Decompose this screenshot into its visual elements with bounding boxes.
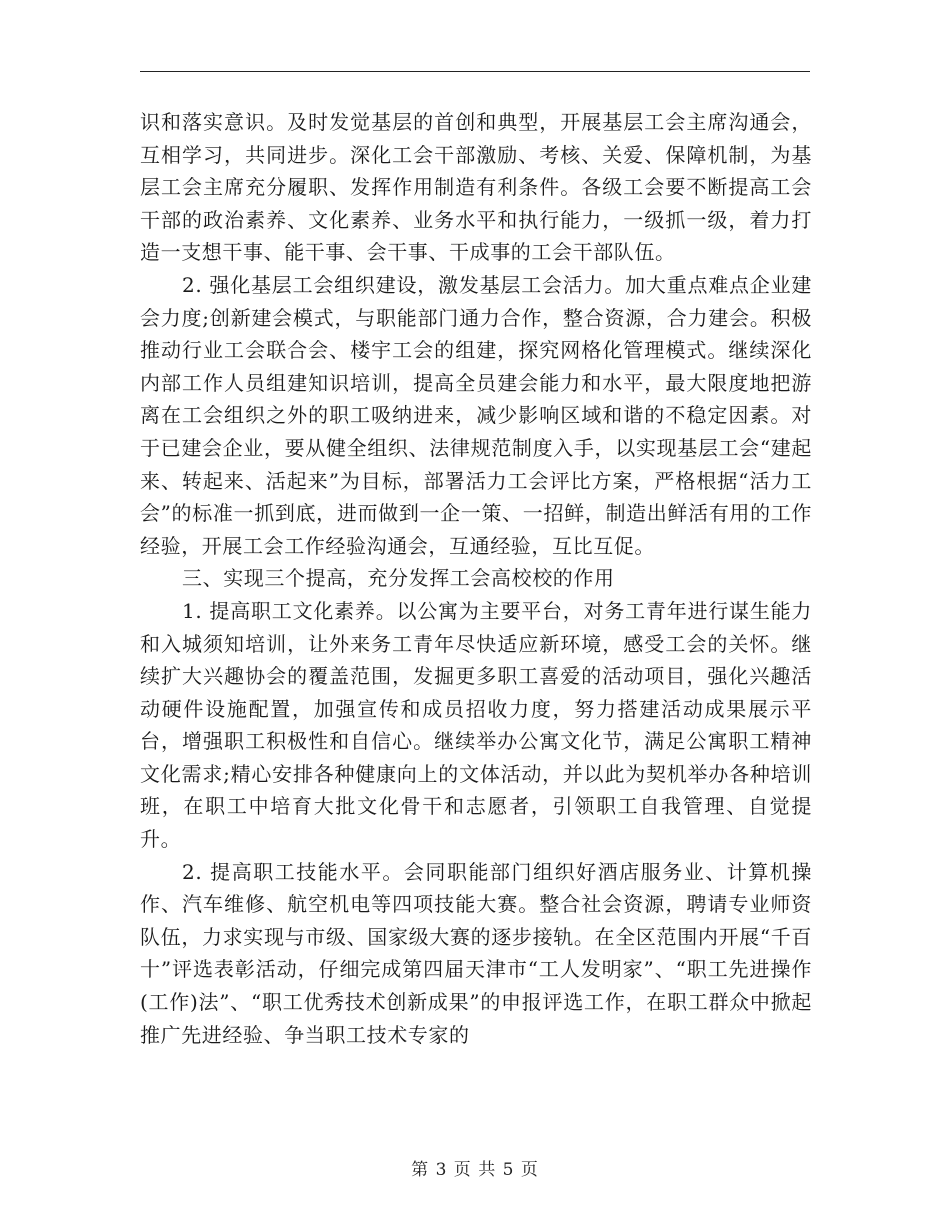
paragraph-3: 1. 提高职工文化素养。以公寓为主要平台，对务工青年进行谋生能力和入城须知培训，让外来务工青年尽快适应新环境，感受工会的关怀。继续扩大兴趣协会的覆盖范围，发掘更多职工喜爱的活动项目，强化兴趣活动硬件设施配置，加强宣传和成员招收力度，努力搭建活动成果展示平台，增强职工积极性和自信心。继续举办公寓文化节，满足公寓职工精神文化需求;精心安排各种健康向上的文体活动，并以此为契机举办各种培训班，在职工中培育大批文化骨干和志愿者，引领职工自我管理、自觉提升。 [140, 598, 812, 852]
paragraph-1: 识和落实意识。及时发觉基层的首创和典型，开展基层工会主席沟通会，互相学习，共同进步。深化工会干部激励、考核、关爱、保障机制，为基层工会主席充分履职、发挥作用制造有利条件。各级工会要不断提高工会干部的政治素养、文化素养、业务水平和执行能力，一级抓一级，着力打造一支想干事、能干事、会干事、干成事的工会干部队伍。 [140, 110, 812, 265]
section-heading: 三、实现三个提高，充分发挥工会高校校的作用 [182, 566, 615, 591]
document-body [140, 106, 812, 1051]
page-number: 第 3 页 共 5 页 [411, 1160, 539, 1180]
paragraph-2: 2. 强化基层工会组织建设，激发基层工会活力。加大重点难点企业建会力度;创新建会模式，与职能部门通力合作，整合资源，合力建会。积极推动行业工会联合会、楼宇工会的组建，探究网格化管理模式。继续深化内部工作人员组建知识培训，提高全员建会能力和水平，最大限度地把游离在工会组织之外的职工吸纳进来，减少影响区域和谐的不稳定因素。对于已建会企业，要从健全组织、法律规范制度入手，以实现基层工会“建起来、转起来、活起来”为目标，部署活力工会评比方案，严格根据“活力工会”的标准一抓到底，进而做到一企一策、一招鲜，制造出鲜活有用的工作经验，开展工会工作经验沟通会，互通经验，互比互促。 [140, 272, 812, 558]
header-rule [140, 71, 810, 72]
paragraph-4: 2. 提高职工技能水平。会同职能部门组织好酒店服务业、计算机操作、汽车维修、航空机电等四项技能大赛。整合社会资源，聘请专业师资队伍，力求实现与市级、国家级大赛的逐步接轨。在全区范围内开展“千百十”评选表彰活动，仔细完成第四届天津市“工人发明家”、“职工先进操作(工作)法”、“职工优秀技术创新成果”的申报评选工作，在职工群众中掀起推广先进经验、争当职工技术专家的 [140, 859, 812, 1047]
